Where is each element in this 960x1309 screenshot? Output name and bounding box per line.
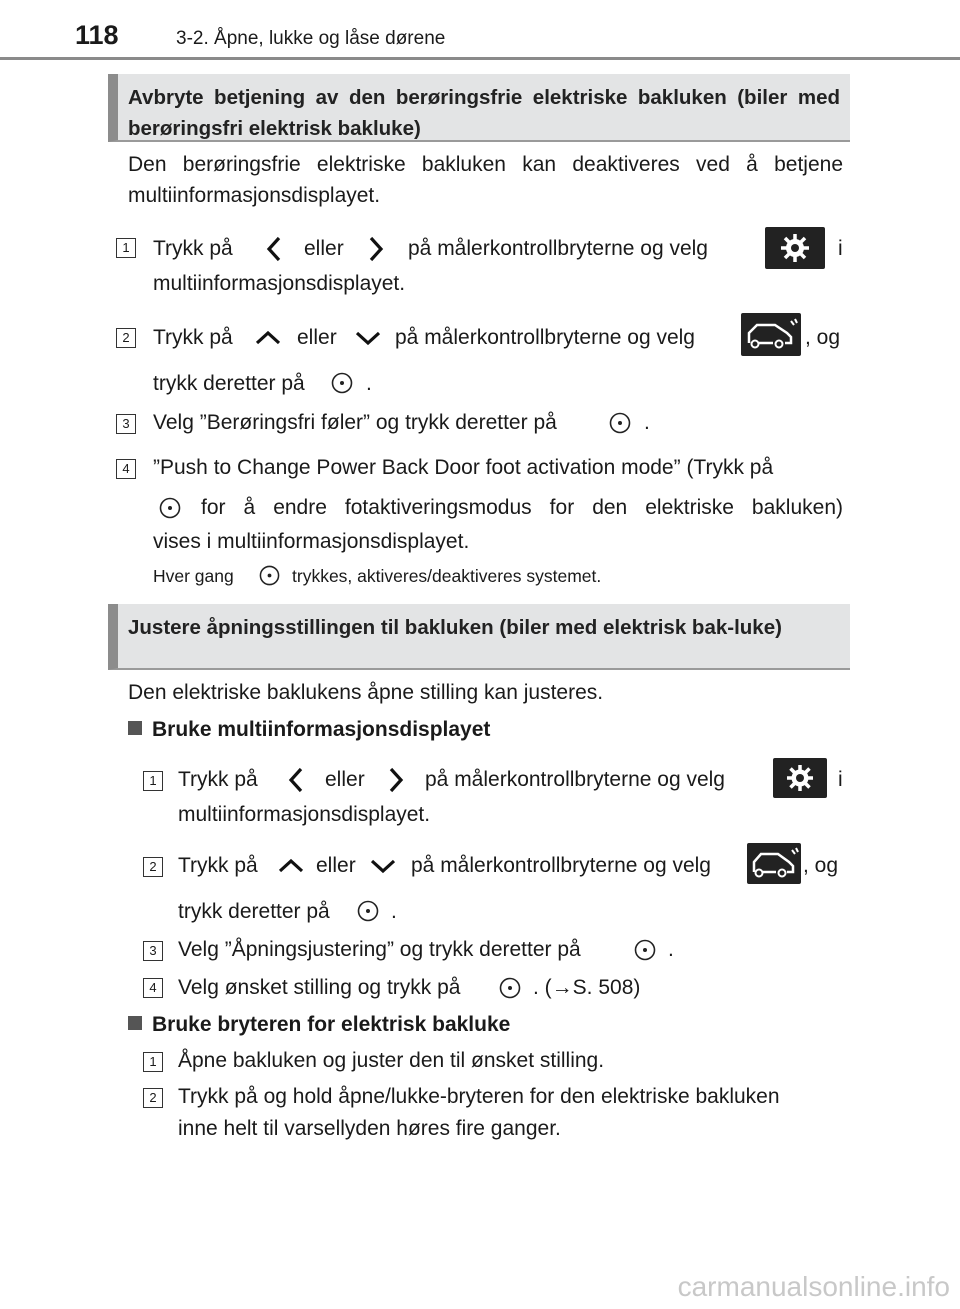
- section-title: 3-2. Åpne, lukke og låse dørene: [176, 28, 446, 49]
- step-text: eller: [297, 326, 337, 349]
- note-text: trykkes, aktiveres/deaktiveres systemet.: [292, 566, 602, 586]
- enter-button-icon: [259, 565, 280, 586]
- step-text: Velg ønsket stilling og trykk på: [178, 976, 461, 999]
- step-text: .: [391, 900, 397, 923]
- enter-button-icon: [159, 497, 181, 519]
- step-text: eller: [304, 237, 344, 260]
- car-back-door-icon: [747, 843, 801, 884]
- subsection-title-text: Bruke bryteren for elektrisk bakluke: [152, 1013, 511, 1036]
- enter-button-icon: [609, 412, 631, 434]
- step-text: Velg ”Berøringsfri føler” og trykk deretter på: [153, 411, 557, 434]
- section2-intro: Den elektriske baklukens åpne stilling kan justeres.: [128, 681, 604, 704]
- step-text: på målerkontrollbryterne og velg: [425, 768, 725, 791]
- step-text: eller: [325, 768, 365, 791]
- chevron-up-icon: [254, 328, 282, 348]
- settings-gear-icon: [773, 758, 827, 798]
- subsection-title-text: Bruke multiinformasjonsdisplayet: [152, 718, 491, 741]
- step-text: .: [668, 938, 674, 961]
- bullet-square-icon: [128, 1016, 142, 1030]
- step-number: 1: [116, 238, 136, 258]
- step-text: Trykk på: [178, 768, 258, 791]
- step-number: 2: [143, 1088, 163, 1108]
- chevron-right-icon: [366, 235, 386, 263]
- step-number: 3: [143, 941, 163, 961]
- step-text: i: [838, 768, 843, 791]
- bullet-square-icon: [128, 721, 142, 735]
- step-text: på målerkontrollbryterne og velg: [408, 237, 708, 260]
- step-text: eller: [316, 854, 356, 877]
- step-text: Trykk på og hold åpne/lukke-bryteren for den elektriske bakluken: [178, 1085, 780, 1108]
- step-text: på målerkontrollbryterne og velg: [411, 854, 711, 877]
- step-text: Åpne bakluken og juster den til ønsket stilling.: [178, 1049, 605, 1072]
- step-text: trykk deretter på: [153, 372, 305, 395]
- section-heading-2: Justere åpningsstillingen til bakluken (biler med elektrisk bak-luke): [108, 604, 850, 670]
- step-text: på målerkontrollbryterne og velg: [395, 326, 695, 349]
- step-number: 4: [116, 459, 136, 479]
- step-text: , og: [803, 854, 839, 877]
- chevron-left-icon: [286, 766, 306, 794]
- section-heading-1: Avbryte betjening av den berøringsfrie elektriske bakluken (biler med berøringsfri elektrisk bakluke): [108, 74, 850, 142]
- enter-button-icon: [634, 939, 656, 961]
- step-text: vises i multiinformasjonsdisplayet.: [153, 530, 470, 553]
- chevron-right-icon: [386, 766, 406, 794]
- step-text: Velg ”Åpningsjustering” og trykk deretter på: [178, 938, 581, 961]
- step-text: i: [838, 237, 843, 260]
- step-number: 4: [143, 978, 163, 998]
- enter-button-icon: [357, 900, 379, 922]
- step-number: 3: [116, 414, 136, 434]
- step-text: for å endre fotaktiveringsmodus for den elektriske bakluken): [201, 496, 843, 519]
- watermark: carmanualsonline.info: [677, 1271, 950, 1302]
- step-number: 1: [143, 771, 163, 791]
- section1-intro: Den berøringsfrie elektriske bakluken kan deaktiveres ved å betjene multiinformasjonsdisplayet.: [128, 153, 843, 207]
- step-text: multiinformasjonsdisplayet.: [153, 272, 406, 295]
- step-text: . (→S. 508): [533, 976, 641, 999]
- page-number: 118: [75, 20, 119, 50]
- chevron-up-icon: [277, 856, 305, 876]
- enter-button-icon: [331, 372, 353, 394]
- step-number: 1: [143, 1052, 163, 1072]
- step-text: Trykk på: [178, 854, 258, 877]
- step-number: 2: [143, 857, 163, 877]
- note-text: Hver gang: [153, 566, 234, 586]
- step-text: ”Push to Change Power Back Door foot activation mode” (Trykk på: [153, 456, 774, 479]
- subsection-title: [128, 714, 490, 745]
- subsection-title: [128, 1009, 510, 1040]
- chevron-left-icon: [264, 235, 284, 263]
- step-text: Trykk på: [153, 326, 233, 349]
- step-text: .: [644, 411, 650, 434]
- chevron-down-icon: [354, 328, 382, 348]
- step-text: , og: [805, 326, 841, 349]
- step-text: inne helt til varsellyden høres fire ganger.: [178, 1117, 561, 1140]
- step-text: trykk deretter på: [178, 900, 330, 923]
- step-text: Trykk på: [153, 237, 233, 260]
- step-text: multiinformasjonsdisplayet.: [178, 803, 431, 826]
- chevron-down-icon: [369, 856, 397, 876]
- enter-button-icon: [499, 977, 521, 999]
- step-number: 2: [116, 328, 136, 348]
- settings-gear-icon: [765, 227, 825, 269]
- page-header: [0, 0, 960, 62]
- header-rule: [0, 57, 960, 60]
- car-back-door-icon: [741, 313, 801, 356]
- step-text: .: [366, 372, 372, 395]
